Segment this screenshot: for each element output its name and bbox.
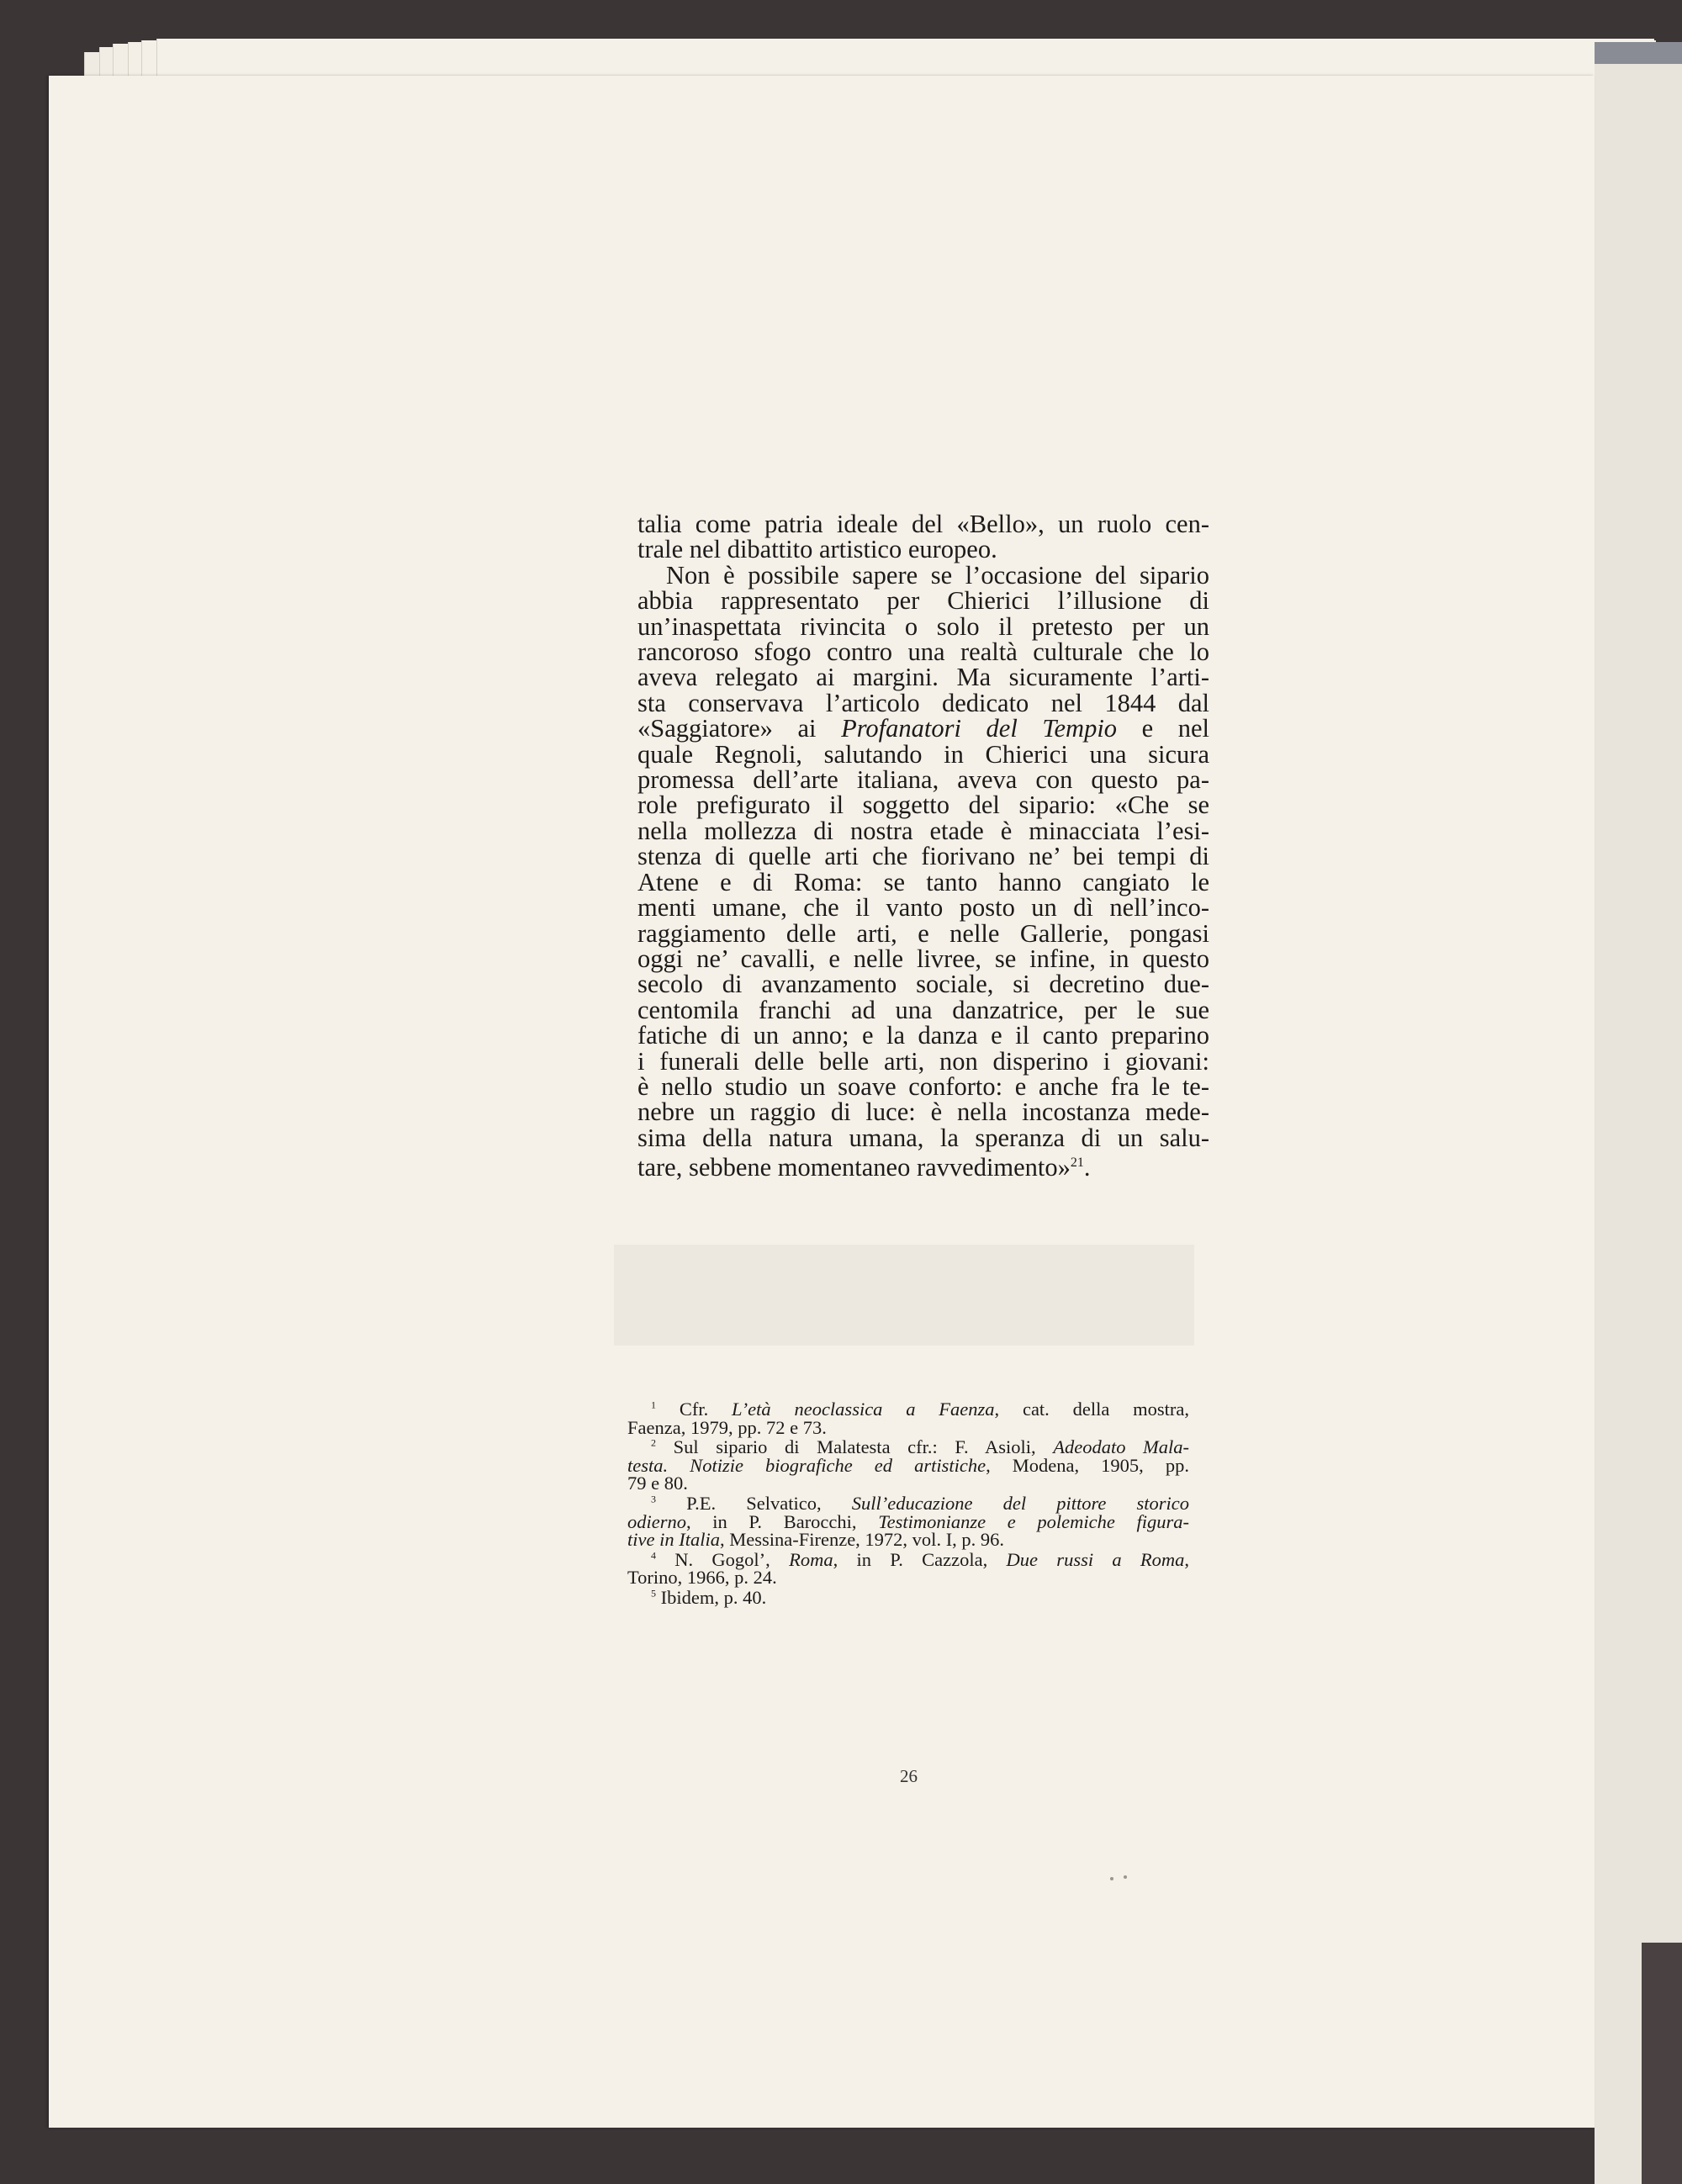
text-line: menti umane, che il vanto posto un dì nell’inco- <box>637 893 1209 923</box>
footnote-line: $^4$ N. Gogol’, Roma, in P. Cazzola, Due russi a Roma, <box>651 1548 1189 1570</box>
footnote <box>627 1438 1189 1493</box>
footnote-line: $^3$ P.E. Selvatico, Sull’educazione del pittore storico <box>651 1492 1189 1514</box>
text-line: talia come patria ideale del «Bello», un ruolo cen- <box>637 510 1209 538</box>
paragraph-1 <box>637 511 1209 563</box>
text-line: stenza di quelle arti che fiorivano ne’ bei tempi di <box>637 842 1209 871</box>
italic-title: Profanatori del Tempio <box>841 714 1118 743</box>
footnotes <box>627 1400 1189 1609</box>
text-line: «Saggiatore» ai Profanatori del Tempio e nel <box>637 714 1209 743</box>
text-line: rancoroso sfogo contro una realtà culturale che lo <box>637 637 1209 667</box>
text-line: secolo di avanzamento sociale, si decretino due- <box>637 970 1209 999</box>
footnote <box>627 1400 1189 1436</box>
paragraph-2 <box>637 560 1209 1182</box>
speck <box>1124 1875 1127 1879</box>
text-line: tare, sebbene momentaneo ravvedimento»$^{21}$. <box>637 1153 1091 1182</box>
footnote-line: tive in Italia, Messina-Firenze, 1972, vol. I, p. 96. <box>627 1529 1005 1551</box>
footnote-line: 79 e 80. <box>627 1473 688 1494</box>
text-line: centomila franchi ad una danzatrice, per le sue <box>637 995 1209 1024</box>
text-line: trale nel dibattito artistico europeo. <box>637 535 997 564</box>
footnote-number: 1 <box>651 1399 656 1411</box>
text-line: promessa dell’arte italiana, aveva con questo pa- <box>637 765 1209 795</box>
footnote-line: $^1$ Cfr. L’età neoclassica a Faenza, cat. della mostra, <box>651 1399 1189 1420</box>
facing-page-edge <box>1595 42 1682 2184</box>
speck <box>1110 1877 1113 1880</box>
page-number: 26 <box>900 1766 918 1786</box>
text-line: quale Regnoli, salutando in Chierici una sicura <box>637 739 1209 769</box>
text-line: sta conservava l’articolo dedicato nel 1844 dal <box>637 688 1209 717</box>
text-line: oggi ne’ cavalli, e nelle livree, se infine, in questo <box>637 944 1209 973</box>
footnote-number: 5 <box>651 1587 656 1600</box>
footnote-line: testa. Notizie biografiche ed artistiche, Modena, 1905, pp. <box>627 1454 1189 1476</box>
footnote-line: odierno, in P. Barocchi, Testimonianze e polemiche figura- <box>627 1510 1190 1532</box>
text-line: sima della natura umana, la speranza di un salu- <box>637 1123 1209 1152</box>
footnote <box>627 1548 1189 1589</box>
footnote-number: 3 <box>651 1493 656 1505</box>
footnote-reference: 21 <box>1070 1155 1084 1171</box>
text-line: Atene e di Roma: se tanto hanno cangiato le <box>637 867 1209 896</box>
footnote-line: Torino, 1966, p. 24. <box>627 1567 777 1589</box>
text-line: è nello studio un soave conforto: e anche fra le te- <box>637 1071 1209 1101</box>
footnote-number: 2 <box>651 1436 656 1449</box>
text-line: nella mollezza di nostra etade è minacciata l’esi- <box>637 816 1209 845</box>
show-through <box>614 1245 1194 1346</box>
footnote-number: 4 <box>651 1549 656 1562</box>
footnote <box>627 1494 1189 1549</box>
binding-strip <box>1595 42 1682 64</box>
text-line: abbia rappresentato per Chierici l’illusione di <box>637 586 1209 616</box>
text-line: aveva relegato ai margini. Ma sicuramente l’arti- <box>637 663 1209 692</box>
text-line: raggiamento delle arti, e nelle Gallerie, pongasi <box>637 918 1209 948</box>
text-line: un’inaspettata rivincita o solo il pretesto per un <box>637 611 1209 641</box>
footnote-line: $^2$ Sul sipario di Malatesta cfr.: F. Asioli, Adeodato Mala- <box>651 1436 1190 1458</box>
text-line: role prefigurato il soggetto del sipario: «Che se <box>637 791 1209 820</box>
footnote-line: Faenza, 1979, pp. 72 e 73. <box>627 1416 827 1438</box>
footnote <box>627 1586 1189 1608</box>
background-corner <box>1642 1943 1682 2184</box>
text-line: Non è possibile sapere se l’occasione del sipario <box>666 560 1209 590</box>
body-text <box>637 511 1209 1181</box>
text-line: fatiche di un anno; e la danza e il canto preparino <box>637 1021 1209 1050</box>
text-line: nebre un raggio di luce: è nella incostanza mede- <box>637 1097 1209 1127</box>
text-line: i funerali delle belle arti, non disperino i giovani: <box>637 1046 1209 1076</box>
footnote-line: $^5$ Ibidem, p. 40. <box>651 1586 767 1608</box>
